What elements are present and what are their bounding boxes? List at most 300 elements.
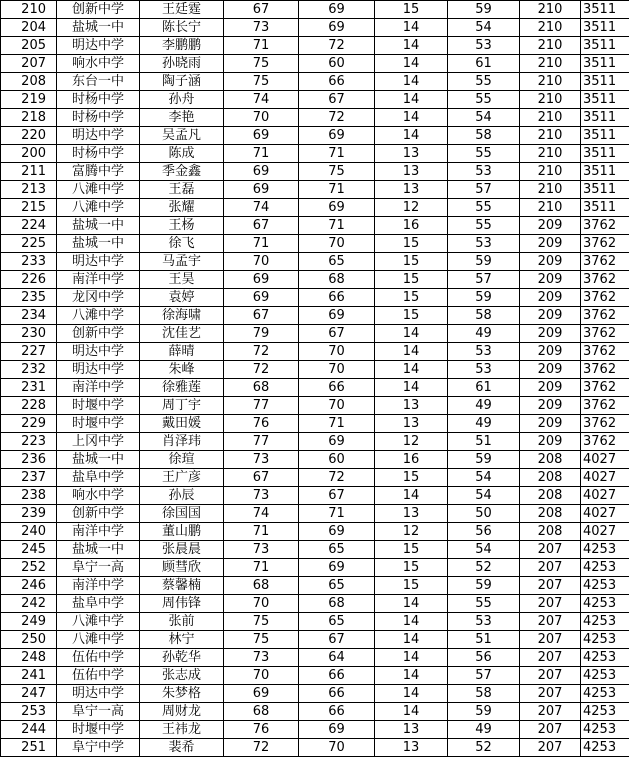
rank-cell: 3762 bbox=[581, 433, 629, 451]
total-cell: 210 bbox=[520, 55, 581, 73]
score4-cell: 51 bbox=[448, 433, 520, 451]
table-row bbox=[1, 415, 629, 433]
school-cell: 时杨中学 bbox=[57, 109, 140, 127]
table-row bbox=[1, 379, 629, 397]
id-cell: 211 bbox=[1, 163, 57, 181]
score1-cell: 68 bbox=[224, 703, 299, 721]
name-cell: 沈佳艺 bbox=[140, 325, 224, 343]
school-cell: 伍佑中学 bbox=[57, 649, 140, 667]
score1-cell: 72 bbox=[224, 343, 299, 361]
school-cell: 阜宁一高 bbox=[57, 703, 140, 721]
score3-cell: 13 bbox=[375, 739, 448, 757]
table-row bbox=[1, 595, 629, 613]
table-row bbox=[1, 433, 629, 451]
total-cell: 208 bbox=[520, 523, 581, 541]
school-cell: 创新中学 bbox=[57, 505, 140, 523]
table-row bbox=[1, 361, 629, 379]
score2-cell: 70 bbox=[299, 235, 375, 253]
score2-cell: 71 bbox=[299, 415, 375, 433]
score3-cell: 14 bbox=[375, 109, 448, 127]
name-cell: 周丁宇 bbox=[140, 397, 224, 415]
score1-cell: 71 bbox=[224, 37, 299, 55]
name-cell: 孙晓雨 bbox=[140, 55, 224, 73]
score2-cell: 72 bbox=[299, 469, 375, 487]
score4-cell: 59 bbox=[448, 1, 520, 19]
score2-cell: 69 bbox=[299, 433, 375, 451]
rank-cell: 3511 bbox=[581, 199, 629, 217]
score4-cell: 53 bbox=[448, 361, 520, 379]
score1-cell: 73 bbox=[224, 487, 299, 505]
table-row bbox=[1, 577, 629, 595]
total-cell: 210 bbox=[520, 199, 581, 217]
score2-cell: 66 bbox=[299, 685, 375, 703]
school-cell: 龙冈中学 bbox=[57, 289, 140, 307]
id-cell: 232 bbox=[1, 361, 57, 379]
total-cell: 207 bbox=[520, 577, 581, 595]
table-row bbox=[1, 307, 629, 325]
score2-cell: 68 bbox=[299, 595, 375, 613]
score1-cell: 70 bbox=[224, 595, 299, 613]
name-cell: 孙辰 bbox=[140, 487, 224, 505]
score3-cell: 14 bbox=[375, 649, 448, 667]
name-cell: 顾彗欣 bbox=[140, 559, 224, 577]
name-cell: 李鹏鹏 bbox=[140, 37, 224, 55]
table-row bbox=[1, 667, 629, 685]
name-cell: 徐飞 bbox=[140, 235, 224, 253]
score4-cell: 52 bbox=[448, 559, 520, 577]
rank-cell: 3762 bbox=[581, 289, 629, 307]
score4-cell: 59 bbox=[448, 451, 520, 469]
table-row bbox=[1, 253, 629, 271]
id-cell: 224 bbox=[1, 217, 57, 235]
school-cell: 南洋中学 bbox=[57, 271, 140, 289]
id-cell: 240 bbox=[1, 523, 57, 541]
table-row bbox=[1, 37, 629, 55]
table-row bbox=[1, 145, 629, 163]
score3-cell: 15 bbox=[375, 307, 448, 325]
score2-cell: 72 bbox=[299, 109, 375, 127]
total-cell: 208 bbox=[520, 451, 581, 469]
name-cell: 张志成 bbox=[140, 667, 224, 685]
score2-cell: 70 bbox=[299, 361, 375, 379]
name-cell: 林宁 bbox=[140, 631, 224, 649]
id-cell: 219 bbox=[1, 91, 57, 109]
rank-cell: 3762 bbox=[581, 361, 629, 379]
id-cell: 246 bbox=[1, 577, 57, 595]
score3-cell: 16 bbox=[375, 451, 448, 469]
score1-cell: 73 bbox=[224, 649, 299, 667]
school-cell: 创新中学 bbox=[57, 325, 140, 343]
name-cell: 张晨晨 bbox=[140, 541, 224, 559]
score3-cell: 14 bbox=[375, 703, 448, 721]
score1-cell: 69 bbox=[224, 685, 299, 703]
rank-cell: 4253 bbox=[581, 685, 629, 703]
score1-cell: 75 bbox=[224, 73, 299, 91]
table-row bbox=[1, 199, 629, 217]
score2-cell: 71 bbox=[299, 217, 375, 235]
score3-cell: 14 bbox=[375, 667, 448, 685]
score3-cell: 15 bbox=[375, 289, 448, 307]
rank-cell: 3762 bbox=[581, 235, 629, 253]
total-cell: 210 bbox=[520, 1, 581, 19]
score4-cell: 49 bbox=[448, 397, 520, 415]
score4-cell: 55 bbox=[448, 217, 520, 235]
score4-cell: 57 bbox=[448, 271, 520, 289]
name-cell: 王祎龙 bbox=[140, 721, 224, 739]
score2-cell: 67 bbox=[299, 487, 375, 505]
name-cell: 王昊 bbox=[140, 271, 224, 289]
score3-cell: 15 bbox=[375, 577, 448, 595]
name-cell: 张耀 bbox=[140, 199, 224, 217]
score3-cell: 14 bbox=[375, 631, 448, 649]
id-cell: 210 bbox=[1, 1, 57, 19]
id-cell: 244 bbox=[1, 721, 57, 739]
school-cell: 南洋中学 bbox=[57, 577, 140, 595]
id-cell: 227 bbox=[1, 343, 57, 361]
score3-cell: 14 bbox=[375, 19, 448, 37]
table-row bbox=[1, 469, 629, 487]
score3-cell: 15 bbox=[375, 469, 448, 487]
id-cell: 247 bbox=[1, 685, 57, 703]
score1-cell: 76 bbox=[224, 721, 299, 739]
rank-cell: 3511 bbox=[581, 91, 629, 109]
score2-cell: 71 bbox=[299, 505, 375, 523]
name-cell: 徐雅莲 bbox=[140, 379, 224, 397]
score2-cell: 65 bbox=[299, 577, 375, 595]
school-cell: 明达中学 bbox=[57, 361, 140, 379]
score2-cell: 64 bbox=[299, 649, 375, 667]
score4-cell: 54 bbox=[448, 541, 520, 559]
score1-cell: 70 bbox=[224, 253, 299, 271]
school-cell: 阜宁中学 bbox=[57, 739, 140, 757]
score4-cell: 58 bbox=[448, 127, 520, 145]
total-cell: 209 bbox=[520, 433, 581, 451]
table-row bbox=[1, 739, 629, 757]
score4-cell: 59 bbox=[448, 289, 520, 307]
id-cell: 207 bbox=[1, 55, 57, 73]
total-cell: 210 bbox=[520, 127, 581, 145]
score4-cell: 55 bbox=[448, 73, 520, 91]
rank-cell: 4253 bbox=[581, 559, 629, 577]
total-cell: 207 bbox=[520, 739, 581, 757]
score3-cell: 13 bbox=[375, 163, 448, 181]
rank-cell: 3762 bbox=[581, 343, 629, 361]
id-cell: 238 bbox=[1, 487, 57, 505]
table-row bbox=[1, 397, 629, 415]
score2-cell: 69 bbox=[299, 127, 375, 145]
rank-cell: 4253 bbox=[581, 667, 629, 685]
total-cell: 210 bbox=[520, 91, 581, 109]
score1-cell: 70 bbox=[224, 667, 299, 685]
score3-cell: 15 bbox=[375, 1, 448, 19]
table-row bbox=[1, 73, 629, 91]
school-cell: 盐阜中学 bbox=[57, 595, 140, 613]
score2-cell: 69 bbox=[299, 307, 375, 325]
table-row bbox=[1, 721, 629, 739]
score1-cell: 69 bbox=[224, 289, 299, 307]
rank-cell: 4253 bbox=[581, 649, 629, 667]
rank-cell: 3762 bbox=[581, 307, 629, 325]
score1-cell: 77 bbox=[224, 397, 299, 415]
score1-cell: 75 bbox=[224, 613, 299, 631]
name-cell: 袁婷 bbox=[140, 289, 224, 307]
rank-cell: 4253 bbox=[581, 721, 629, 739]
rank-cell: 3762 bbox=[581, 253, 629, 271]
school-cell: 八滩中学 bbox=[57, 631, 140, 649]
total-cell: 207 bbox=[520, 595, 581, 613]
score3-cell: 16 bbox=[375, 217, 448, 235]
id-cell: 229 bbox=[1, 415, 57, 433]
school-cell: 八滩中学 bbox=[57, 613, 140, 631]
school-cell: 盐阜中学 bbox=[57, 469, 140, 487]
school-cell: 上冈中学 bbox=[57, 433, 140, 451]
score2-cell: 66 bbox=[299, 73, 375, 91]
score1-cell: 74 bbox=[224, 91, 299, 109]
score4-cell: 57 bbox=[448, 181, 520, 199]
total-cell: 207 bbox=[520, 613, 581, 631]
total-cell: 209 bbox=[520, 235, 581, 253]
total-cell: 210 bbox=[520, 37, 581, 55]
score2-cell: 70 bbox=[299, 343, 375, 361]
score1-cell: 67 bbox=[224, 307, 299, 325]
table-row bbox=[1, 631, 629, 649]
school-cell: 伍佑中学 bbox=[57, 667, 140, 685]
table-row bbox=[1, 127, 629, 145]
id-cell: 251 bbox=[1, 739, 57, 757]
school-cell: 盐城一中 bbox=[57, 541, 140, 559]
score1-cell: 69 bbox=[224, 181, 299, 199]
name-cell: 薛晴 bbox=[140, 343, 224, 361]
rank-cell: 4253 bbox=[581, 541, 629, 559]
name-cell: 王杨 bbox=[140, 217, 224, 235]
rank-cell: 3511 bbox=[581, 145, 629, 163]
total-cell: 207 bbox=[520, 631, 581, 649]
school-cell: 响水中学 bbox=[57, 55, 140, 73]
school-cell: 响水中学 bbox=[57, 487, 140, 505]
score3-cell: 14 bbox=[375, 343, 448, 361]
rank-cell: 4253 bbox=[581, 577, 629, 595]
total-cell: 208 bbox=[520, 505, 581, 523]
name-cell: 董山鹏 bbox=[140, 523, 224, 541]
score3-cell: 14 bbox=[375, 55, 448, 73]
score3-cell: 15 bbox=[375, 253, 448, 271]
score1-cell: 71 bbox=[224, 523, 299, 541]
table-row bbox=[1, 451, 629, 469]
score4-cell: 51 bbox=[448, 631, 520, 649]
score2-cell: 69 bbox=[299, 199, 375, 217]
score2-cell: 65 bbox=[299, 541, 375, 559]
id-cell: 235 bbox=[1, 289, 57, 307]
score3-cell: 14 bbox=[375, 361, 448, 379]
score1-cell: 72 bbox=[224, 739, 299, 757]
id-cell: 208 bbox=[1, 73, 57, 91]
id-cell: 249 bbox=[1, 613, 57, 631]
score4-cell: 52 bbox=[448, 739, 520, 757]
score4-cell: 58 bbox=[448, 685, 520, 703]
rank-cell: 4253 bbox=[581, 595, 629, 613]
school-cell: 创新中学 bbox=[57, 1, 140, 19]
school-cell: 明达中学 bbox=[57, 127, 140, 145]
score3-cell: 12 bbox=[375, 433, 448, 451]
id-cell: 237 bbox=[1, 469, 57, 487]
school-cell: 八滩中学 bbox=[57, 181, 140, 199]
score4-cell: 61 bbox=[448, 379, 520, 397]
score2-cell: 65 bbox=[299, 613, 375, 631]
total-cell: 209 bbox=[520, 415, 581, 433]
school-cell: 明达中学 bbox=[57, 37, 140, 55]
name-cell: 周财龙 bbox=[140, 703, 224, 721]
school-cell: 盐城一中 bbox=[57, 451, 140, 469]
score3-cell: 14 bbox=[375, 487, 448, 505]
score3-cell: 15 bbox=[375, 559, 448, 577]
school-cell: 南洋中学 bbox=[57, 523, 140, 541]
score1-cell: 67 bbox=[224, 1, 299, 19]
school-cell: 时堰中学 bbox=[57, 415, 140, 433]
score1-cell: 69 bbox=[224, 127, 299, 145]
name-cell: 徐瑄 bbox=[140, 451, 224, 469]
name-cell: 孙舟 bbox=[140, 91, 224, 109]
score1-cell: 71 bbox=[224, 559, 299, 577]
total-cell: 209 bbox=[520, 361, 581, 379]
score4-cell: 59 bbox=[448, 577, 520, 595]
school-cell: 时杨中学 bbox=[57, 91, 140, 109]
score4-cell: 55 bbox=[448, 91, 520, 109]
score4-cell: 54 bbox=[448, 469, 520, 487]
score1-cell: 73 bbox=[224, 451, 299, 469]
table-row bbox=[1, 1, 629, 19]
school-cell: 时堰中学 bbox=[57, 721, 140, 739]
score4-cell: 54 bbox=[448, 19, 520, 37]
score3-cell: 14 bbox=[375, 91, 448, 109]
table-row bbox=[1, 217, 629, 235]
name-cell: 孙乾华 bbox=[140, 649, 224, 667]
total-cell: 207 bbox=[520, 667, 581, 685]
school-cell: 盐城一中 bbox=[57, 235, 140, 253]
total-cell: 209 bbox=[520, 289, 581, 307]
rank-cell: 3511 bbox=[581, 1, 629, 19]
score2-cell: 71 bbox=[299, 181, 375, 199]
score3-cell: 14 bbox=[375, 127, 448, 145]
score2-cell: 66 bbox=[299, 703, 375, 721]
name-cell: 张前 bbox=[140, 613, 224, 631]
score2-cell: 67 bbox=[299, 91, 375, 109]
rank-cell: 4253 bbox=[581, 703, 629, 721]
school-cell: 盐城一中 bbox=[57, 217, 140, 235]
score2-cell: 70 bbox=[299, 739, 375, 757]
total-cell: 210 bbox=[520, 19, 581, 37]
score3-cell: 14 bbox=[375, 595, 448, 613]
name-cell: 徐海啸 bbox=[140, 307, 224, 325]
score2-cell: 66 bbox=[299, 289, 375, 307]
school-cell: 八滩中学 bbox=[57, 199, 140, 217]
table-row bbox=[1, 613, 629, 631]
school-cell: 时杨中学 bbox=[57, 145, 140, 163]
rank-cell: 3511 bbox=[581, 109, 629, 127]
name-cell: 朱梦格 bbox=[140, 685, 224, 703]
score4-cell: 53 bbox=[448, 163, 520, 181]
score1-cell: 73 bbox=[224, 541, 299, 559]
rank-cell: 3762 bbox=[581, 397, 629, 415]
total-cell: 208 bbox=[520, 487, 581, 505]
name-cell: 朱峰 bbox=[140, 361, 224, 379]
score2-cell: 68 bbox=[299, 271, 375, 289]
rank-cell: 3762 bbox=[581, 217, 629, 235]
table-row bbox=[1, 109, 629, 127]
rank-cell: 3511 bbox=[581, 181, 629, 199]
total-cell: 210 bbox=[520, 73, 581, 91]
score1-cell: 71 bbox=[224, 145, 299, 163]
score1-cell: 77 bbox=[224, 433, 299, 451]
id-cell: 213 bbox=[1, 181, 57, 199]
rank-cell: 4027 bbox=[581, 487, 629, 505]
id-cell: 204 bbox=[1, 19, 57, 37]
name-cell: 周伟锋 bbox=[140, 595, 224, 613]
table-row bbox=[1, 325, 629, 343]
id-cell: 250 bbox=[1, 631, 57, 649]
total-cell: 207 bbox=[520, 721, 581, 739]
table-row bbox=[1, 703, 629, 721]
score4-cell: 59 bbox=[448, 703, 520, 721]
score4-cell: 49 bbox=[448, 415, 520, 433]
score2-cell: 60 bbox=[299, 55, 375, 73]
score2-cell: 66 bbox=[299, 667, 375, 685]
total-cell: 207 bbox=[520, 559, 581, 577]
name-cell: 蔡馨楠 bbox=[140, 577, 224, 595]
id-cell: 241 bbox=[1, 667, 57, 685]
score1-cell: 76 bbox=[224, 415, 299, 433]
score4-cell: 53 bbox=[448, 37, 520, 55]
table-row bbox=[1, 91, 629, 109]
name-cell: 肖泽玮 bbox=[140, 433, 224, 451]
id-cell: 220 bbox=[1, 127, 57, 145]
score3-cell: 14 bbox=[375, 37, 448, 55]
score4-cell: 56 bbox=[448, 649, 520, 667]
id-cell: 228 bbox=[1, 397, 57, 415]
total-cell: 209 bbox=[520, 271, 581, 289]
score4-cell: 55 bbox=[448, 595, 520, 613]
table-row bbox=[1, 19, 629, 37]
id-cell: 230 bbox=[1, 325, 57, 343]
table-row bbox=[1, 541, 629, 559]
total-cell: 209 bbox=[520, 217, 581, 235]
school-cell: 南洋中学 bbox=[57, 379, 140, 397]
score3-cell: 14 bbox=[375, 325, 448, 343]
school-cell: 明达中学 bbox=[57, 685, 140, 703]
rank-cell: 3511 bbox=[581, 73, 629, 91]
score2-cell: 69 bbox=[299, 1, 375, 19]
score3-cell: 13 bbox=[375, 415, 448, 433]
score3-cell: 13 bbox=[375, 181, 448, 199]
total-cell: 207 bbox=[520, 649, 581, 667]
score1-cell: 67 bbox=[224, 469, 299, 487]
score1-cell: 68 bbox=[224, 379, 299, 397]
score1-cell: 73 bbox=[224, 19, 299, 37]
score2-cell: 69 bbox=[299, 559, 375, 577]
name-cell: 裴希 bbox=[140, 739, 224, 757]
score2-cell: 71 bbox=[299, 145, 375, 163]
id-cell: 218 bbox=[1, 109, 57, 127]
id-cell: 245 bbox=[1, 541, 57, 559]
rank-cell: 3762 bbox=[581, 325, 629, 343]
score3-cell: 12 bbox=[375, 199, 448, 217]
score4-cell: 54 bbox=[448, 487, 520, 505]
table-row bbox=[1, 559, 629, 577]
score1-cell: 75 bbox=[224, 631, 299, 649]
score4-cell: 54 bbox=[448, 109, 520, 127]
score1-cell: 74 bbox=[224, 505, 299, 523]
score1-cell: 75 bbox=[224, 55, 299, 73]
name-cell: 陶子涵 bbox=[140, 73, 224, 91]
